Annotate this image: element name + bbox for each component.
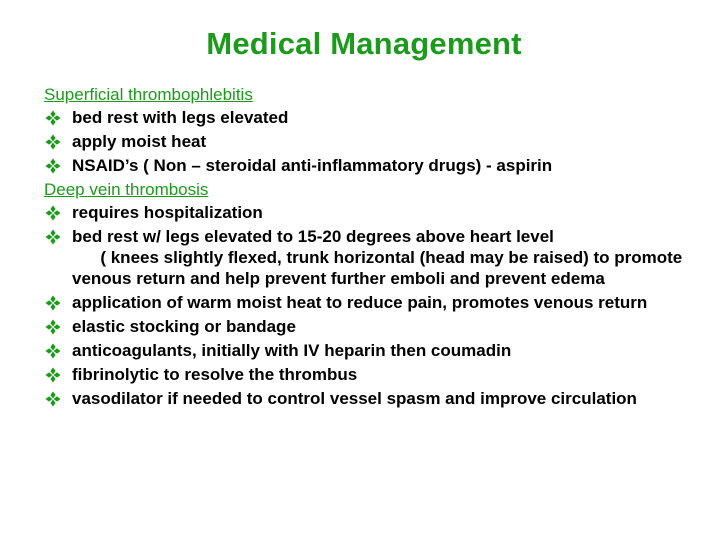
- diamond-quad-icon: [45, 110, 61, 126]
- list-item: [44, 364, 684, 385]
- bullet-text: application of warm moist heat to reduce pain, promotes venous return: [72, 293, 648, 312]
- list-item: [44, 202, 684, 223]
- list-item: [44, 107, 684, 128]
- list-item: [44, 388, 684, 409]
- diamond-quad-icon: [45, 391, 61, 407]
- list-item: [44, 292, 684, 313]
- bullet-text: bed rest with legs elevated: [72, 108, 289, 127]
- list-item: [44, 226, 684, 289]
- list-item: [44, 340, 684, 361]
- list-item: [44, 131, 684, 152]
- diamond-quad-icon: [45, 134, 61, 150]
- diamond-quad-icon: [45, 295, 61, 311]
- bullet-text: apply moist heat: [72, 132, 207, 151]
- bullet-text: vasodilator if needed to control vessel spasm and improve circulation: [72, 389, 637, 408]
- diamond-quad-icon: [45, 229, 61, 245]
- bullet-text: NSAID’s ( Non – steroidal anti-inflammatory drugs) - aspirin: [72, 156, 553, 175]
- diamond-quad-icon: [45, 319, 61, 335]
- section-heading-superficial-thrombophlebitis: Superficial thrombophlebitis: [44, 85, 253, 104]
- slide-title: Medical Management: [206, 26, 522, 61]
- bullet-text: requires hospitalization: [72, 203, 263, 222]
- diamond-quad-icon: [45, 158, 61, 174]
- bullet-text: elastic stocking or bandage: [72, 317, 296, 336]
- slide-content: [44, 84, 684, 412]
- diamond-quad-icon: [45, 205, 61, 221]
- diamond-quad-icon: [45, 343, 61, 359]
- list-item: [44, 155, 684, 176]
- diamond-quad-icon: [45, 367, 61, 383]
- section-heading-deep-vein-thrombosis: Deep vein thrombosis: [44, 180, 209, 199]
- bullet-text: bed rest w/ legs elevated to 15-20 degrees above heart level ( knees slightly flexed, trunk horizontal (head may be raised) to promote venous return and help prevent further emboli and prevent edema: [72, 227, 683, 288]
- bullet-text: anticoagulants, initially with IV heparin then coumadin: [72, 341, 512, 360]
- list-item: [44, 316, 684, 337]
- bullet-text: fibrinolytic to resolve the thrombus: [72, 365, 358, 384]
